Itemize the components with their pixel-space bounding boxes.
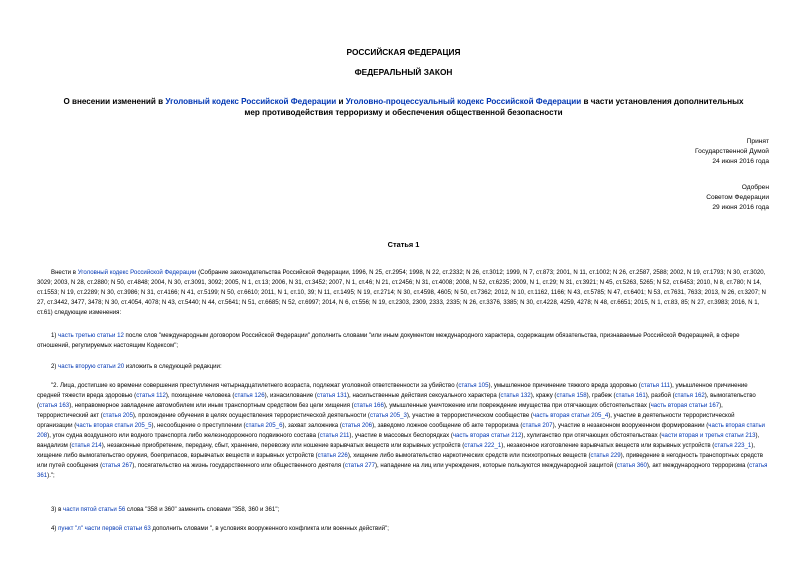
article-link[interactable]: статья 205_3: [369, 412, 407, 419]
paragraph-text: ), акт международного терроризма (: [646, 462, 750, 469]
article-link[interactable]: статья 207: [522, 422, 553, 429]
document-title: РОССИЙСКАЯ ФЕДЕРАЦИЯ: [346, 47, 461, 57]
article-link[interactable]: статья 126: [234, 392, 265, 399]
article-link[interactable]: статья 222_1: [464, 442, 502, 449]
article-link[interactable]: статья 277: [344, 462, 375, 469]
article-link[interactable]: статья 105: [458, 382, 489, 389]
heading-text: в части установления дополнительных мер противодействия терроризму и обеспечения общественной безопасности: [244, 97, 744, 117]
article-link[interactable]: статья 161: [615, 392, 646, 399]
paragraph-text: ), грабеж (: [586, 392, 616, 399]
article-link[interactable]: статья 131: [316, 392, 348, 399]
article-link[interactable]: статья 205: [102, 412, 133, 419]
article-link[interactable]: статья 267: [102, 462, 133, 469]
paragraph-text: ), разбой (: [645, 392, 675, 399]
paragraph-text: 3) в: [51, 506, 64, 513]
paragraph-item-3: [37, 505, 770, 515]
paragraph-text: ), приведение в негодность транспортных средств или путей сообщения (: [37, 452, 763, 469]
paragraph-text: (Собрание законодательства Российской Федерации, 1996, N 25, ст.2954; 1998, N 22, ст.2332; N 26, ст.3012; 1999, N 7, ст.873; 2001, N 11, ст.1002; N 26, ст.2587, 2588; 2002, N 19, ст.1793; N 30, ст.3020, 3029; 2003, N 28, ст.2880; N 50, ст.4848; 2004, N 30, ст.3091, 3092; 2005, N 1, ст.13; 2006, N 31, ст.3452; 2007, N 1, ст.46; N 21, ст.2456; N 31, ст.4008; 2008, N 52, ст.6235; 2009, N 1, ст.29; N 31, ст.3921; N 45, ст.5263, 5265; N 52, ст.6453; 2010, N 8, ст.780; N 14, ст.1553; N 19, ст.2289; N 30, ст.3986; N 31, ст.4166; N 41, ст.5199; N 50, ст.6610; 2011, N 1, ст.10, 39; N 11, ст.1495; N 19, ст.2714; N 30, ст.4598, 4605; N 50, ст.7362; 2012, N 10, ст.1162, 1166; N 43, ст.5785; N 47, ст.6401; N 53, ст.7631, 7633; 2013, N 26, ст.3207; N 27, ст.3442, 3477, 3478; N 30, ст.4054, 4078; N 43, ст.5440; N 44, ст.5641; N 51, ст.6685; N 52, ст.6997; 2014, N 6, ст.556; N 19, ст.2303, 2309, 2333, 2335; N 26, ст.3376, 3385; N 30, ст.4228, 4259, 4278; N 48, ст.6651; 2015, N 1, ст.83, 85; N 27, ст.3983; 2016, N 1, ст.61) следующие изменения:: [37, 269, 766, 316]
paragraph-text: ), участие в незаконном вооруженном формировании (: [552, 422, 709, 429]
article-link[interactable]: часть вторая статьи 212: [452, 432, 522, 439]
paragraph-text: ), кражу (: [530, 392, 557, 399]
law-type-title: ФЕДЕРАЛЬНЫЙ ЗАКОН: [354, 67, 453, 77]
paragraph-text: ), хищение либо вымогательство оружия, боеприпасов, взрывчатых веществ и взрывных устройств (: [37, 442, 755, 459]
accepted-block: [695, 137, 769, 167]
paragraph-text: 1): [51, 332, 59, 339]
paragraph-text: ), хищение либо вымогательство наркотических средств или психотропных веществ (: [347, 452, 591, 459]
paragraph-text: ), захват заложника (: [282, 422, 342, 429]
paragraph-text: ), посягательство на жизнь государственного или общественного деятеля (: [132, 462, 345, 469]
article-link[interactable]: статья 163: [39, 402, 70, 409]
paragraph-text: ), заведомо ложное сообщение об акте терроризма (: [372, 422, 523, 429]
paragraph-text: Внести в: [51, 269, 78, 276]
accepted-label: Принят: [746, 138, 769, 145]
article-link[interactable]: статья 361: [37, 462, 768, 479]
paragraph-text: ), участие в деятельности террористической организации (: [37, 412, 735, 429]
paragraph-text: ), умышленное причинение средней тяжести вреда здоровью (: [37, 382, 748, 399]
accepted-date: 24 июня 2016 года: [712, 158, 769, 165]
paragraph-text: после слов "международным договором Российской Федерации" дополнить словами "или иным документом международного характера, содержащим обязательства, признаваемые Российской Федерацией, в сфере отношений, регулируемых настоящим Кодексом";: [37, 332, 740, 349]
paragraph-text: ), прохождение обучения в целях осуществления террористической деятельности (: [132, 412, 370, 419]
paragraph-item-2: [37, 362, 770, 372]
paragraph-text: ), угон судна воздушного или водного транспорта либо железнодорожного подвижного состава (: [47, 432, 320, 439]
paragraph-text: "2. Лица, достигшие ко времени совершения преступления четырнадцатилетнего возраста, подлежат уголовной ответственности за убийство (: [51, 382, 459, 389]
paragraph-text: ), неправомерное завладение автомобилем или иным транспортным средством без цели хищения (: [69, 402, 354, 409]
paragraph-text: ), террористический акт (: [37, 402, 723, 419]
article-link[interactable]: части вторая и третья статьи 213: [661, 432, 756, 439]
paragraph-item-4: [37, 524, 770, 534]
paragraph-text: 4): [51, 525, 59, 532]
article-link[interactable]: статья 214: [71, 442, 102, 449]
article-link[interactable]: статья 112: [136, 392, 166, 399]
article-link[interactable]: пункт "л" части первой статьи 63: [58, 525, 151, 532]
paragraph-text: слова "358 и 360" заменить словами "358, 360 и 361";: [125, 506, 280, 513]
article-link[interactable]: часть вторая статьи 205_5: [76, 422, 152, 429]
paragraph-text: ), несообщение о преступлении (: [151, 422, 246, 429]
paragraph-text: ), умышленное причинение тяжкого вреда здоровью (: [488, 382, 641, 389]
article-link[interactable]: часть третью статьи 12: [58, 332, 124, 339]
paragraph-text: ), похищение человека (: [165, 392, 235, 399]
paragraph-text: ), хулиганство при отягчающих обстоятельствах (: [521, 432, 662, 439]
paragraph-intro: [37, 268, 770, 318]
article-link[interactable]: статья 111: [640, 382, 671, 389]
paragraph-text: ), умышленные уничтожение или повреждение имущества при отягчающих обстоятельствах (: [383, 402, 651, 409]
article-link[interactable]: часть вторая статьи 205_4: [532, 412, 609, 419]
approved-block: [706, 183, 769, 213]
article-link[interactable]: статья 360: [616, 462, 647, 469]
article-link[interactable]: статья 162: [674, 392, 705, 399]
article-link[interactable]: статья 158: [556, 392, 587, 399]
accepted-by: Государственной Думой: [695, 148, 769, 155]
article-link[interactable]: статья 211: [319, 432, 350, 439]
approved-date: 29 июня 2016 года: [712, 204, 769, 211]
paragraph-text: ), насильственные действия сексуального характера (: [347, 392, 501, 399]
paragraph-text: ), участие в массовых беспорядках (: [349, 432, 453, 439]
paragraph-text: ).";: [47, 472, 55, 479]
paragraph-text: изложить в следующей редакции:: [124, 363, 222, 370]
heading-text: и: [336, 97, 346, 106]
article-heading: Статья 1: [387, 240, 420, 249]
heading-text: О внесении изменений в: [63, 97, 166, 106]
article-link[interactable]: статья 226: [317, 452, 348, 459]
quoted-article-20-text: [37, 381, 770, 481]
paragraph-text: ), изнасилование (: [264, 392, 317, 399]
article-link[interactable]: часть вторую статьи 20: [58, 363, 125, 370]
article-link[interactable]: статья 166: [353, 402, 384, 409]
paragraph-text: ), незаконное изготовление взрывчатых веществ или взрывных устройств (: [501, 442, 715, 449]
paragraph-text: ), вымогательство (: [37, 392, 756, 409]
article-link[interactable]: статья 205_6: [245, 422, 283, 429]
article-link[interactable]: часть вторая статьи 167: [650, 402, 720, 409]
paragraph-item-1: [37, 331, 770, 351]
paragraph-text: дополнить словами ", в условиях вооруженного конфликта или военных действий";: [150, 525, 389, 532]
article-link[interactable]: статья 223_1: [714, 442, 752, 449]
law-heading: [60, 96, 747, 118]
article-link[interactable]: статья 206: [341, 422, 373, 429]
criminal-procedure-code-link[interactable]: Уголовно-процессуальный кодекс Российской Федерации: [345, 97, 582, 106]
paragraph-text: 2): [51, 363, 59, 370]
criminal-code-link[interactable]: Уголовный кодекс Российской Федерации: [77, 269, 197, 276]
approved-by: Советом Федерации: [706, 194, 769, 201]
paragraph-text: ), незаконные приобретение, передачу, сбыт, хранение, перевозку или ношение взрывчатых веществ или взрывных устройств (: [101, 442, 465, 449]
paragraph-text: ), вандализм (: [37, 432, 760, 449]
approved-label: Одобрен: [741, 184, 769, 191]
paragraph-text: ), нападение на лиц или учреждения, которые пользуются международной защитой (: [375, 462, 617, 469]
paragraph-text: ), участие в террористическом сообществе (: [406, 412, 533, 419]
article-link[interactable]: часть вторая статьи 208: [37, 422, 765, 439]
criminal-code-link[interactable]: Уголовный кодекс Российской Федерации: [165, 97, 337, 106]
article-link[interactable]: части пятой статьи 56: [63, 506, 126, 513]
article-link[interactable]: статья 229: [590, 452, 621, 459]
article-link[interactable]: статья 132: [500, 392, 531, 399]
